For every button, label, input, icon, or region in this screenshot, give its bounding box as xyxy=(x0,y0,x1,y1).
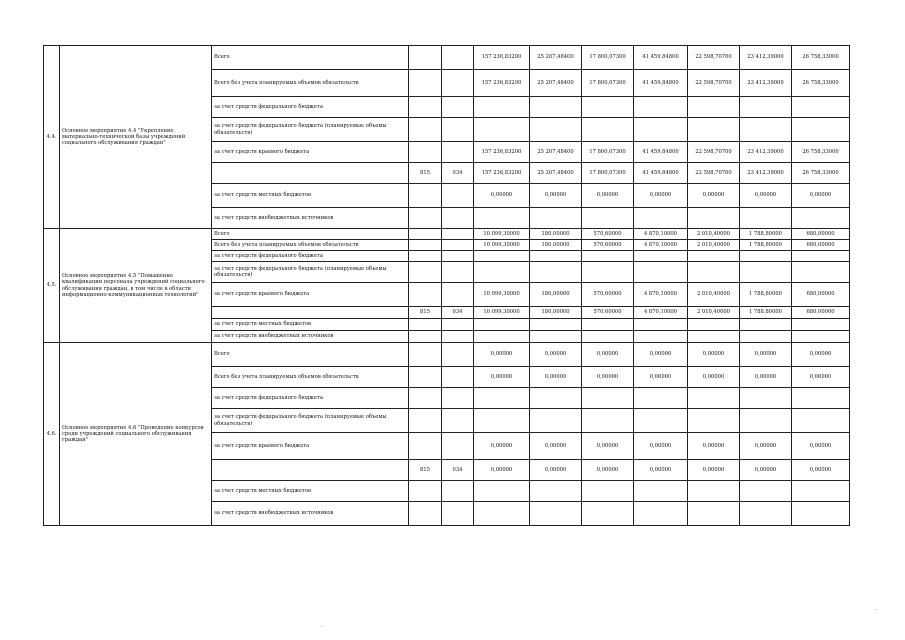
amount-cell xyxy=(530,118,582,142)
section-code xyxy=(442,251,474,262)
amount-cell: 0,00000 xyxy=(688,184,740,208)
row-label: за счет средств федерального бюджета xyxy=(212,97,409,118)
amount-cell: 0,00000 xyxy=(582,460,634,481)
amount-cell: 0,00000 xyxy=(530,460,582,481)
amount-cell xyxy=(530,208,582,229)
row-label: Всего без учета планируемых объемов обязательств xyxy=(212,70,409,97)
amount-cell xyxy=(582,388,634,409)
amount-cell xyxy=(582,118,634,142)
section-code xyxy=(442,367,474,388)
row-label: за счет средств местных бюджетов xyxy=(212,319,409,331)
amount-cell xyxy=(740,118,792,142)
amount-cell: 10 099,30000 xyxy=(474,283,530,307)
section-code xyxy=(442,319,474,331)
amount-cell xyxy=(634,97,688,118)
grbs-code xyxy=(409,46,442,70)
amount-cell: 0,00000 xyxy=(474,433,530,460)
amount-cell xyxy=(740,208,792,229)
amount-cell: 26 758,33000 xyxy=(792,142,850,163)
amount-cell xyxy=(530,481,582,502)
amount-cell: 25 207,48400 xyxy=(530,70,582,97)
amount-cell xyxy=(474,208,530,229)
row-label: за счет средств федерального бюджета (планируемые объемы обязательств) xyxy=(212,262,409,283)
row-label xyxy=(212,163,409,184)
amount-cell xyxy=(740,388,792,409)
row-label: Всего xyxy=(212,229,409,240)
amount-cell: 680,00000 xyxy=(792,240,850,251)
amount-cell: 180,00000 xyxy=(530,307,582,319)
amount-cell xyxy=(634,319,688,331)
grbs-code xyxy=(409,409,442,433)
amount-cell: 680,00000 xyxy=(792,229,850,240)
amount-cell xyxy=(634,388,688,409)
amount-cell xyxy=(582,331,634,343)
amount-cell xyxy=(634,208,688,229)
amount-cell: 41 459,84800 xyxy=(634,163,688,184)
amount-cell xyxy=(792,262,850,283)
amount-cell: 2 010,40000 xyxy=(688,229,740,240)
amount-cell: 22 598,70700 xyxy=(688,163,740,184)
grbs-code xyxy=(409,433,442,460)
amount-cell xyxy=(634,502,688,526)
amount-cell: 17 800,07300 xyxy=(582,70,634,97)
amount-cell: 0,00000 xyxy=(582,343,634,367)
amount-cell xyxy=(634,262,688,283)
amount-cell: 0,00000 xyxy=(634,343,688,367)
amount-cell: 0,00000 xyxy=(474,460,530,481)
row-label: за счет средств местных бюджетов xyxy=(212,184,409,208)
amount-cell xyxy=(740,502,792,526)
amount-cell xyxy=(474,319,530,331)
amount-cell xyxy=(688,409,740,433)
amount-cell xyxy=(530,319,582,331)
amount-cell: 0,00000 xyxy=(740,460,792,481)
amount-cell: 26 758,33000 xyxy=(792,163,850,184)
amount-cell: 0,00000 xyxy=(582,433,634,460)
amount-cell: 25 207,48400 xyxy=(530,163,582,184)
section-code xyxy=(442,46,474,70)
amount-cell xyxy=(792,388,850,409)
amount-cell: 41 459,84800 xyxy=(634,70,688,97)
amount-cell: 180,00000 xyxy=(530,229,582,240)
amount-cell xyxy=(582,502,634,526)
row-label: Всего без учета планируемых объемов обязательств xyxy=(212,240,409,251)
amount-cell: 157 236,83200 xyxy=(474,46,530,70)
amount-cell: 570,60000 xyxy=(582,240,634,251)
amount-cell: 23 412,39000 xyxy=(740,46,792,70)
amount-cell: 0,00000 xyxy=(792,433,850,460)
amount-cell: 0,00000 xyxy=(474,184,530,208)
amount-cell xyxy=(474,251,530,262)
section-code xyxy=(442,118,474,142)
row-label: Всего xyxy=(212,46,409,70)
row-label xyxy=(212,460,409,481)
block-title: Основное мероприятие 4.4 "Укрепление материально-технической базы учреждений социального обслуживания граждан" xyxy=(60,46,212,229)
amount-cell xyxy=(530,262,582,283)
row-label: за счет средств краевого бюджета xyxy=(212,283,409,307)
row-label: за счет средств федерального бюджета xyxy=(212,388,409,409)
amount-cell: 41 459,84800 xyxy=(634,142,688,163)
amount-cell xyxy=(634,118,688,142)
row-label: за счет средств федерального бюджета xyxy=(212,251,409,262)
section-code xyxy=(442,262,474,283)
amount-cell xyxy=(582,262,634,283)
section-code xyxy=(442,388,474,409)
amount-cell xyxy=(740,262,792,283)
amount-cell xyxy=(688,97,740,118)
section-code xyxy=(442,283,474,307)
grbs-code xyxy=(409,184,442,208)
amount-cell: 0,00000 xyxy=(634,460,688,481)
amount-cell xyxy=(474,262,530,283)
amount-cell xyxy=(792,331,850,343)
amount-cell: 17 800,07300 xyxy=(582,46,634,70)
amount-cell: 180,00000 xyxy=(530,283,582,307)
amount-cell xyxy=(530,409,582,433)
row-label: за счет средств внебюджетных источников xyxy=(212,502,409,526)
amount-cell xyxy=(740,481,792,502)
amount-cell xyxy=(792,319,850,331)
amount-cell xyxy=(530,331,582,343)
amount-cell: 157 236,83200 xyxy=(474,163,530,184)
grbs-code xyxy=(409,97,442,118)
row-label: Всего без учета планируемых объемов обязательств xyxy=(212,367,409,388)
amount-cell: 4 870,10000 xyxy=(634,240,688,251)
amount-cell: 0,00000 xyxy=(688,433,740,460)
amount-cell xyxy=(688,118,740,142)
amount-cell: 0,00000 xyxy=(530,433,582,460)
grbs-code xyxy=(409,283,442,307)
amount-cell: 41 459,84800 xyxy=(634,46,688,70)
amount-cell xyxy=(740,251,792,262)
amount-cell: 0,00000 xyxy=(634,433,688,460)
grbs-code xyxy=(409,251,442,262)
amount-cell: 25 207,48400 xyxy=(530,46,582,70)
amount-cell: 0,00000 xyxy=(530,343,582,367)
section-code xyxy=(442,142,474,163)
amount-cell: 0,00000 xyxy=(740,184,792,208)
grbs-code xyxy=(409,118,442,142)
amount-cell xyxy=(582,97,634,118)
grbs-code xyxy=(409,240,442,251)
amount-cell xyxy=(792,409,850,433)
row-label: за счет средств краевого бюджета xyxy=(212,142,409,163)
amount-cell: 0,00000 xyxy=(688,343,740,367)
amount-cell: 1 788,80000 xyxy=(740,283,792,307)
grbs-code xyxy=(409,262,442,283)
section-code xyxy=(442,229,474,240)
section-code: 034 xyxy=(442,163,474,184)
amount-cell: 570,60000 xyxy=(582,307,634,319)
section-code: 034 xyxy=(442,307,474,319)
amount-cell xyxy=(688,331,740,343)
amount-cell: 1 788,80000 xyxy=(740,229,792,240)
amount-cell xyxy=(582,251,634,262)
row-label: за счет средств местных бюджетов xyxy=(212,481,409,502)
section-code xyxy=(442,240,474,251)
amount-cell xyxy=(530,502,582,526)
amount-cell: 180,00000 xyxy=(530,240,582,251)
section-code xyxy=(442,70,474,97)
grbs-code: 815 xyxy=(409,460,442,481)
grbs-code xyxy=(409,367,442,388)
amount-cell xyxy=(582,208,634,229)
amount-cell: 0,00000 xyxy=(792,367,850,388)
amount-cell: 0,00000 xyxy=(792,460,850,481)
amount-cell: 680,00000 xyxy=(792,307,850,319)
row-label: за счет средств внебюджетных источников xyxy=(212,331,409,343)
grbs-code xyxy=(409,319,442,331)
amount-cell: 0,00000 xyxy=(582,184,634,208)
row-label: за счет средств краевого бюджета xyxy=(212,433,409,460)
amount-cell xyxy=(740,97,792,118)
section-code: 034 xyxy=(442,460,474,481)
section-code xyxy=(442,331,474,343)
grbs-code xyxy=(409,343,442,367)
amount-cell xyxy=(634,481,688,502)
amount-cell: 0,00000 xyxy=(530,367,582,388)
amount-cell xyxy=(792,251,850,262)
section-code xyxy=(442,97,474,118)
row-label xyxy=(212,307,409,319)
amount-cell xyxy=(474,118,530,142)
amount-cell xyxy=(792,97,850,118)
amount-cell xyxy=(688,262,740,283)
amount-cell xyxy=(688,251,740,262)
grbs-code xyxy=(409,70,442,97)
amount-cell: 23 412,39000 xyxy=(740,142,792,163)
block-index: 4.4. xyxy=(44,46,60,229)
amount-cell xyxy=(474,481,530,502)
grbs-code xyxy=(409,331,442,343)
budget-table xyxy=(43,45,850,526)
amount-cell: 0,00000 xyxy=(474,367,530,388)
amount-cell: 157 236,83200 xyxy=(474,70,530,97)
block-title: Основное мероприятие 4.5 "Повышение квалификации персонала учреждений социального обслуживания граждан, в том числе в области информационно-коммуникационных технологий" xyxy=(60,229,212,343)
amount-cell: 157 236,83200 xyxy=(474,142,530,163)
scan-mark: . xyxy=(875,605,877,612)
row-label: за счет средств федерального бюджета (планируемые объемы обязательств) xyxy=(212,118,409,142)
amount-cell: 4 870,10000 xyxy=(634,307,688,319)
amount-cell: 0,00000 xyxy=(792,184,850,208)
row-label: Всего xyxy=(212,343,409,367)
amount-cell: 26 758,33000 xyxy=(792,70,850,97)
table-row xyxy=(44,343,850,367)
amount-cell: 10 099,30000 xyxy=(474,240,530,251)
amount-cell xyxy=(634,251,688,262)
amount-cell: 0,00000 xyxy=(688,367,740,388)
amount-cell: 570,60000 xyxy=(582,229,634,240)
section-code xyxy=(442,409,474,433)
section-code xyxy=(442,208,474,229)
amount-cell: 10 099,30000 xyxy=(474,229,530,240)
amount-cell xyxy=(530,97,582,118)
amount-cell: 23 412,39000 xyxy=(740,163,792,184)
amount-cell: 0,00000 xyxy=(740,433,792,460)
amount-cell xyxy=(688,319,740,331)
amount-cell: 26 758,33000 xyxy=(792,46,850,70)
table-row xyxy=(44,229,850,240)
amount-cell xyxy=(740,319,792,331)
amount-cell: 0,00000 xyxy=(792,343,850,367)
grbs-code xyxy=(409,481,442,502)
section-code xyxy=(442,481,474,502)
amount-cell: 2 010,40000 xyxy=(688,283,740,307)
amount-cell xyxy=(582,319,634,331)
section-code xyxy=(442,184,474,208)
amount-cell xyxy=(582,481,634,502)
amount-cell: 2 010,40000 xyxy=(688,307,740,319)
amount-cell: 17 800,07300 xyxy=(582,142,634,163)
row-label: за счет средств внебюджетных источников xyxy=(212,208,409,229)
amount-cell: 22 598,70700 xyxy=(688,70,740,97)
amount-cell: 2 010,40000 xyxy=(688,240,740,251)
grbs-code: 815 xyxy=(409,163,442,184)
amount-cell: 0,00000 xyxy=(474,343,530,367)
amount-cell xyxy=(634,409,688,433)
section-code xyxy=(442,502,474,526)
amount-cell: 22 598,70700 xyxy=(688,46,740,70)
scan-mark: . xyxy=(321,622,323,629)
amount-cell xyxy=(474,331,530,343)
amount-cell xyxy=(688,481,740,502)
amount-cell xyxy=(792,502,850,526)
amount-cell xyxy=(792,208,850,229)
amount-cell: 0,00000 xyxy=(634,367,688,388)
section-code xyxy=(442,433,474,460)
amount-cell xyxy=(474,409,530,433)
row-label: за счет средств федерального бюджета (планируемые объемы обязательств) xyxy=(212,409,409,433)
amount-cell: 0,00000 xyxy=(634,184,688,208)
amount-cell: 680,00000 xyxy=(792,283,850,307)
amount-cell xyxy=(530,251,582,262)
amount-cell xyxy=(688,388,740,409)
amount-cell: 4 870,10000 xyxy=(634,283,688,307)
grbs-code xyxy=(409,208,442,229)
block-index: 4.5. xyxy=(44,229,60,343)
amount-cell: 0,00000 xyxy=(740,367,792,388)
table-row xyxy=(44,46,850,70)
amount-cell: 0,00000 xyxy=(688,460,740,481)
amount-cell: 4 870,10000 xyxy=(634,229,688,240)
amount-cell xyxy=(474,388,530,409)
amount-cell xyxy=(530,388,582,409)
block-index: 4.6. xyxy=(44,343,60,526)
amount-cell: 0,00000 xyxy=(740,343,792,367)
amount-cell: 0,00000 xyxy=(582,367,634,388)
amount-cell: 1 788,80000 xyxy=(740,307,792,319)
grbs-code xyxy=(409,388,442,409)
amount-cell xyxy=(634,331,688,343)
grbs-code xyxy=(409,229,442,240)
amount-cell: 10 099,30000 xyxy=(474,307,530,319)
amount-cell xyxy=(688,502,740,526)
amount-cell: 17 800,07300 xyxy=(582,163,634,184)
grbs-code xyxy=(409,502,442,526)
amount-cell xyxy=(688,208,740,229)
amount-cell xyxy=(740,331,792,343)
amount-cell xyxy=(792,481,850,502)
amount-cell xyxy=(582,409,634,433)
grbs-code: 815 xyxy=(409,307,442,319)
amount-cell: 1 788,80000 xyxy=(740,240,792,251)
amount-cell: 570,60000 xyxy=(582,283,634,307)
amount-cell: 23 412,39000 xyxy=(740,70,792,97)
grbs-code xyxy=(409,142,442,163)
amount-cell: 25 207,48400 xyxy=(530,142,582,163)
amount-cell xyxy=(792,118,850,142)
amount-cell: 0,00000 xyxy=(530,184,582,208)
amount-cell xyxy=(474,502,530,526)
amount-cell xyxy=(740,409,792,433)
section-code xyxy=(442,343,474,367)
amount-cell: 22 598,70700 xyxy=(688,142,740,163)
block-title: Основное мероприятие 4.6 "Проведение конкурсов среди учреждений социального обслуживания граждан" xyxy=(60,343,212,526)
amount-cell xyxy=(474,97,530,118)
